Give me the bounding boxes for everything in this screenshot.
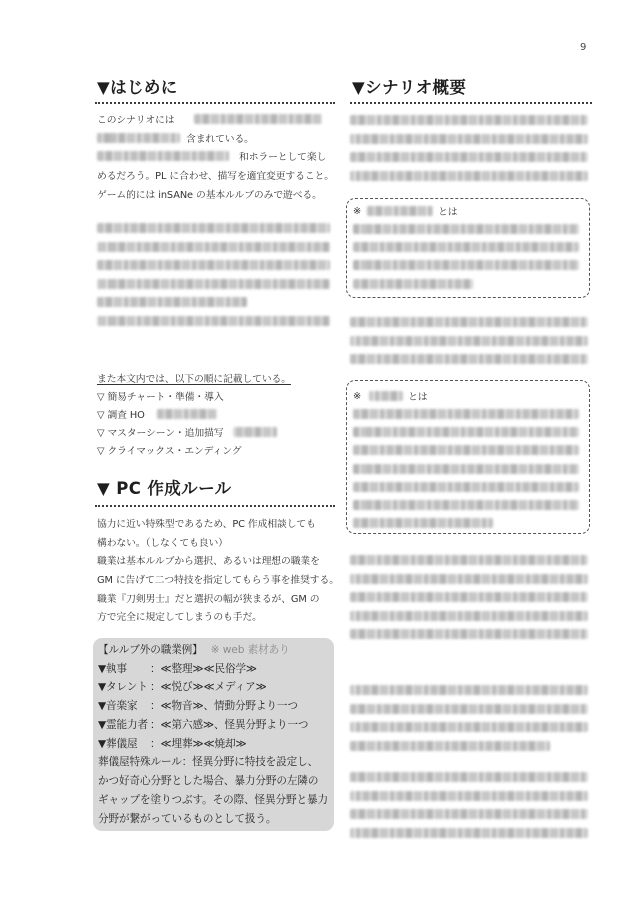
redacted-text bbox=[350, 171, 588, 181]
note-mark: ※ bbox=[353, 390, 362, 402]
redacted-text bbox=[350, 828, 588, 838]
pc-rules-text: 構わない。（しなくても良い） bbox=[97, 537, 228, 549]
list-item bbox=[97, 441, 335, 459]
redacted-text bbox=[353, 242, 579, 252]
redacted-text bbox=[350, 336, 588, 346]
redacted-text bbox=[97, 223, 330, 233]
redacted-text bbox=[350, 555, 588, 565]
redacted-paragraph bbox=[350, 681, 590, 755]
redacted-text bbox=[97, 133, 180, 143]
note-mark: ※ bbox=[353, 205, 362, 217]
dotted-divider bbox=[95, 102, 335, 104]
redacted-paragraph bbox=[350, 111, 590, 185]
redacted-text bbox=[369, 391, 403, 401]
contents-lead: また本文内では、以下の順に記載している。 bbox=[97, 374, 291, 386]
redacted-text bbox=[157, 409, 217, 419]
section-heading-scenario-overview: ▼シナリオ概要 bbox=[352, 78, 467, 97]
list-item bbox=[97, 405, 335, 423]
intro-line bbox=[97, 166, 335, 185]
dotted-divider bbox=[95, 505, 335, 507]
special-rule-text: ギャップを塗りつぶす。その際、怪異分野と暴力 bbox=[98, 793, 329, 806]
job-skills: ：≪第六感≫、怪異分野より一つ bbox=[150, 718, 309, 731]
redacted-text bbox=[350, 704, 588, 714]
job-row bbox=[98, 715, 334, 734]
redacted-text bbox=[353, 482, 579, 492]
redacted-text bbox=[367, 206, 433, 216]
intro-line bbox=[97, 129, 335, 148]
redacted-text bbox=[350, 574, 588, 584]
intro-line bbox=[97, 184, 335, 203]
special-rule-text: 分野が繋がっているものとして扱う。 bbox=[98, 812, 277, 825]
redacted-text bbox=[350, 611, 588, 621]
intro-text: ゲーム的には inSANe の基本ルルブのみで遊べる。 bbox=[97, 189, 322, 201]
section-heading-introduction: ▼はじめに bbox=[97, 78, 178, 97]
redacted-text bbox=[350, 354, 588, 364]
contents-list bbox=[97, 369, 335, 459]
job-box-title: 【ルルブ外の職業例】 bbox=[98, 643, 203, 656]
contents-item: ▽ マスターシーン・追加描写 bbox=[97, 428, 224, 440]
redacted-text bbox=[97, 316, 330, 326]
redacted-paragraph bbox=[350, 768, 590, 842]
pc-rules-text: 協力に近い特殊型であるため、PC 作成相談しても bbox=[97, 519, 316, 531]
redacted-text bbox=[353, 409, 579, 419]
list-item bbox=[97, 423, 335, 441]
job-label: ▼音楽家 bbox=[98, 700, 138, 713]
contents-item: ▽ クライマックス・エンディング bbox=[97, 446, 242, 458]
job-skills: ：≪整理≫≪民俗学≫ bbox=[150, 662, 257, 675]
job-skills: ：≪悦び≫≪メディア≫ bbox=[150, 681, 267, 694]
redacted-text bbox=[353, 445, 579, 455]
job-label: ▼タレント bbox=[98, 681, 148, 694]
job-label: ▼葬儀屋 bbox=[98, 737, 138, 750]
redacted-text bbox=[350, 134, 588, 144]
intro-paragraph bbox=[97, 110, 335, 203]
job-box-note: ※ web 素材あり bbox=[210, 643, 290, 656]
redacted-text bbox=[350, 629, 588, 639]
redacted-text bbox=[350, 685, 588, 695]
redacted-text bbox=[233, 427, 277, 437]
intro-line bbox=[97, 147, 335, 166]
job-row bbox=[98, 734, 334, 753]
redacted-text bbox=[97, 279, 330, 289]
note-box-title bbox=[353, 387, 589, 405]
section-heading-pc-rules: ▼ PC 作成ルール bbox=[97, 479, 232, 498]
pc-rules-text: 職業『刀剣男士』だと選択の幅が狭まるが、GM の bbox=[97, 593, 320, 605]
job-skills: ：≪物音≫、情動分野より一つ bbox=[150, 700, 298, 713]
redacted-text bbox=[194, 114, 322, 124]
special-rule-text: かつ好奇心分野とした場合、暴力分野の左隣の bbox=[98, 775, 319, 788]
redacted-text bbox=[350, 152, 588, 162]
job-label: ▼執事 bbox=[98, 662, 128, 675]
pc-rules-paragraph bbox=[97, 514, 339, 626]
redacted-text bbox=[97, 151, 229, 161]
redacted-text bbox=[350, 592, 588, 602]
job-examples-box bbox=[93, 638, 334, 831]
redacted-text bbox=[350, 772, 588, 782]
redacted-text bbox=[350, 115, 588, 125]
pc-rules-text: 職業は基本ルルブから選択、あるいは理想の職業を bbox=[97, 556, 320, 568]
redacted-paragraph bbox=[350, 551, 590, 644]
dotted-divider bbox=[350, 102, 592, 104]
pc-rules-text: GM に告げて二つ特技を指定してもらう事を推奨する。 bbox=[97, 575, 339, 587]
redacted-text bbox=[353, 464, 579, 474]
redacted-text bbox=[350, 741, 550, 751]
job-box-header bbox=[98, 640, 334, 659]
page-number: 9 bbox=[580, 42, 587, 53]
special-rule-text: 葬儀屋特殊ルール：怪異分野に特技を設定し、 bbox=[98, 756, 319, 769]
note-box bbox=[346, 380, 590, 534]
contents-item: ▽ 簡易チャート・準備・導入 bbox=[97, 392, 224, 404]
redacted-text bbox=[350, 791, 588, 801]
redacted-paragraph bbox=[97, 219, 335, 331]
redacted-text bbox=[350, 317, 588, 327]
intro-text: このシナリオには bbox=[97, 115, 175, 127]
job-row bbox=[98, 696, 334, 715]
contents-item: ▽ 調査 HO bbox=[97, 410, 145, 422]
redacted-text bbox=[350, 722, 588, 732]
redacted-text bbox=[353, 518, 493, 528]
intro-text: 和ホラーとして楽し bbox=[239, 152, 327, 164]
pc-rules-text: 方で完全に規定してしまうのも手だ。 bbox=[97, 612, 262, 624]
job-skills: ：≪埋葬≫≪焼却≫ bbox=[150, 737, 247, 750]
redacted-text bbox=[97, 242, 330, 252]
redacted-paragraph bbox=[350, 313, 590, 369]
intro-text: 含まれている。 bbox=[186, 133, 254, 145]
redacted-text bbox=[353, 279, 473, 289]
redacted-text bbox=[353, 427, 579, 437]
job-row bbox=[98, 659, 334, 678]
note-box bbox=[346, 198, 590, 298]
intro-line bbox=[97, 110, 335, 129]
job-row bbox=[98, 678, 334, 697]
note-box-title bbox=[353, 202, 589, 220]
intro-text: めるだろう。PL に合わせ、描写を適宜変更すること。 bbox=[97, 171, 334, 183]
redacted-text bbox=[97, 260, 330, 270]
note-box-suffix: とは bbox=[408, 392, 428, 404]
list-item bbox=[97, 387, 335, 405]
redacted-text bbox=[353, 500, 579, 510]
redacted-text bbox=[97, 297, 247, 307]
redacted-text bbox=[350, 809, 588, 819]
redacted-text bbox=[353, 260, 579, 270]
redacted-text bbox=[353, 224, 579, 234]
note-box-suffix: とは bbox=[438, 207, 458, 219]
job-label: ▼霊能力者 bbox=[98, 718, 149, 731]
